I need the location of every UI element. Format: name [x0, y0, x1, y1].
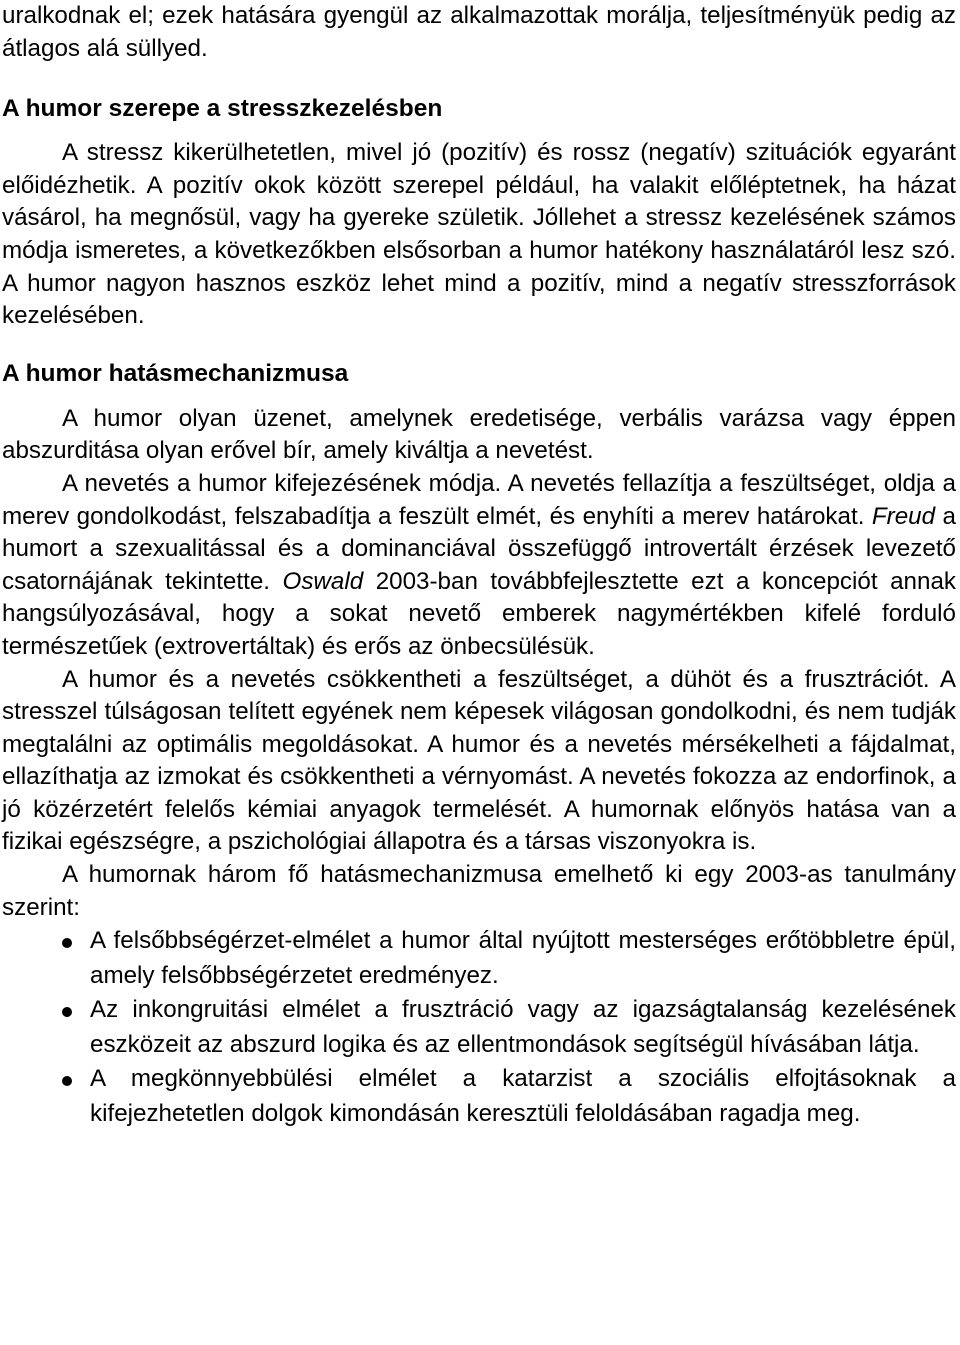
bullet-icon: [62, 1076, 72, 1086]
list-item: [2, 1062, 956, 1131]
author-oswald: Oswald: [282, 567, 364, 595]
section-heading-mechanism: A humor hatásmechanizmusa: [2, 359, 349, 387]
author-freud: Freud: [871, 502, 936, 530]
mechanisms-intro-paragraph: A humornak három fő hatásmechanizmusa emelhető ki egy 2003-as tanulmány szerint:: [2, 861, 956, 921]
humor-definition-paragraph: A humor olyan üzenet, amelynek eredetisége, verbális varázsa vagy éppen abszurditása olyan erővel bír, amely kiváltja a nevetést.: [2, 404, 956, 465]
section-heading-stress: A humor szerepe a stresszkezelésben: [2, 95, 443, 123]
intro-paragraph: uralkodnak el; ezek hatására gyengül az alkalmazottak morálja, teljesítményük pedig az átlagos alá süllyed.: [2, 2, 956, 62]
list-item: [2, 924, 956, 993]
mechanism-list: [2, 924, 956, 1131]
effects-paragraph: A humor és a nevetés csökkentheti a feszültséget, a dühöt és a frusztrációt. A stresszel túlságosan telített egyének nem képesek világosan gondolkodni, és nem tudják megtalálni az optimális megoldásokat. A humor és a nevetés mérsékelheti a fájdalmat, ellazíthatja az izmokat és csökkentheti a vérnyomást. A nevetés fokozza az endorfinok, a jó közérzetért felelős kémiai anyagok termelését. A humornak előnyös hatása van a fizikai egészségre, a pszichológiai állapotra és a társas viszonyokra is.: [2, 665, 956, 856]
bullet-icon: [62, 1007, 72, 1017]
laughter-text-3: 2003-ban továbbfejlesztette ezt a koncepciót annak hangsúlyozásával, hogy a sokat nevető emberek nagymértékben kifelé forduló természetűek (extrovertáltak) és erős az önbecsülésük.: [2, 567, 956, 660]
list-item: [2, 993, 956, 1062]
list-item-text: Az inkongruitási elmélet a frusztráció vagy az igazságtalanság kezelésének eszközeit az abszurd logika és az ellentmondások segítségül hívásában látja.: [90, 996, 956, 1058]
bullet-icon: [62, 938, 72, 948]
list-item-text: A megkönnyebbülési elmélet a katarzist a szociális elfojtásoknak a kifejezhetetlen dolgok kimondásán keresztüli feloldásában ragadja meg.: [90, 1065, 956, 1127]
stress-paragraph: A stressz kikerülhetetlen, mivel jó (pozitív) és rossz (negatív) szituációk egyaránt előidézhetik. A pozitív okok között szerepel például, ha valakit előléptetnek, ha házat vásárol, ha megnősül, vagy ha gyereke születik. Jóllehet a stressz kezelésének számos módja ismeretes, a következőkben elsősorban a humor hatékony használatáról lesz szó. A humor nagyon hasznos eszköz lehet mind a pozitív, mind a negatív stresszforrások kezelésében.: [2, 139, 956, 330]
list-item-text: A felsőbbségérzet-elmélet a humor által nyújtott mesterséges erőtöbbletre épül, amely felsőbbségérzetet eredményez.: [90, 927, 956, 989]
laughter-paragraph: [2, 468, 956, 664]
laughter-text-1: A nevetés a humor kifejezésének módja. A nevetés fellazítja a feszültséget, oldja a merev gondolkodást, felszabadítja a feszült elmét, és enyhíti a merev határokat.: [2, 469, 956, 530]
laughter-text-2: a humort a szexualitással és a dominanciával összefüggő introvertált érzések levezető csatornájának tekintette.: [2, 502, 956, 595]
